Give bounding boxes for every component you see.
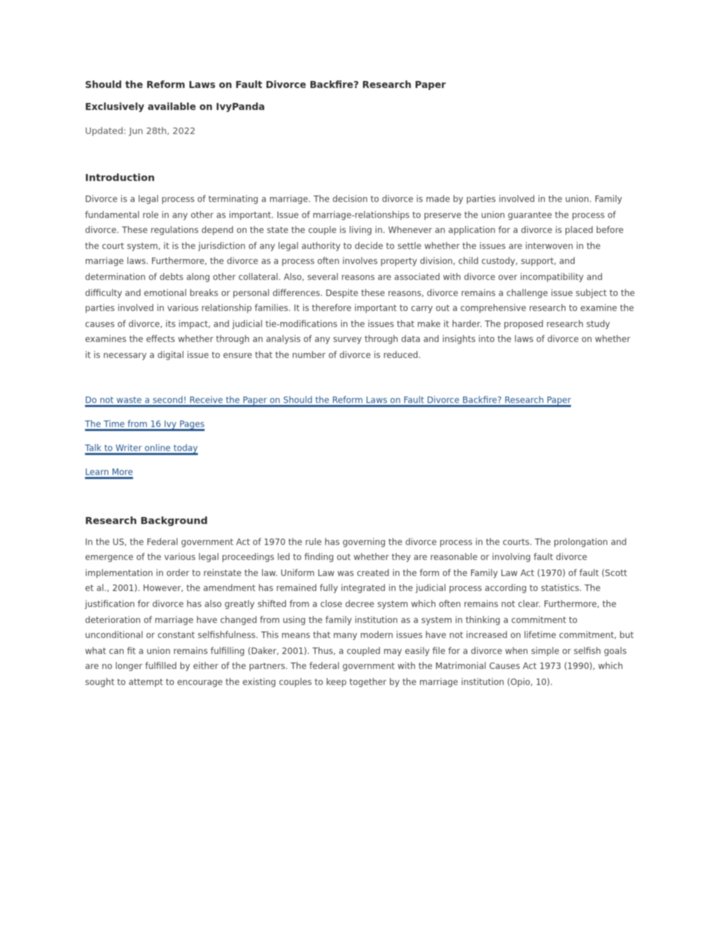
receive-paper-link[interactable]: Do not waste a second! Receive the Paper on Should the Reform Laws on Fault Divorce Backfire? Research Paper [85,395,571,406]
learn-more-block [85,467,635,480]
paper-link-block [85,395,635,408]
document-title: Should the Reform Laws on Fault Divorce Backfire? Research Paper [85,80,446,91]
talk-to-writer-link[interactable]: Talk to Writer online today [85,443,198,454]
pages-link-block [85,419,635,432]
writer-link-block [85,443,635,456]
research-background-heading: Research Background [85,515,208,527]
introduction-paragraph: Divorce is a legal process of terminating a marriage. The decision to divorce is made by parties involved in the union. Family fundamental role in any other as important. Issue of marriage-relationships to preserve the union guarantee the process of divorce. These regulations depend on the state the couple is living in. Whenever an application for a divorce is placed before the court system, it is the jurisdiction of any legal authority to decide to settle whether the issues are interwoven in the marriage laws. Furthermore, the divorce as a process often involves property division, child custody, support, and determination of debts along other collateral. Also, several reasons are associated with divorce over incompatibility and difficulty and emotional breaks or personal differences. Despite these reasons, divorce remains a challenge issue subject to the parties involved in various relationship families. It is therefore important to carry out a comprehensive research to examine the causes of divorce, its impact, and judicial tie-modifications in the issues that make it harder. The proposed research study examines the effects whether through an analysis of any survey through data and insights into the laws of divorce on whether it is necessary a digital issue to ensure that the number of divorce is reduced. [85,195,635,361]
introduction-heading: Introduction [85,173,155,184]
availability-note: Exclusively available on IvyPanda [85,102,265,113]
links-section [85,395,635,480]
research-background-paragraph: In the US, the Federal government Act of 1970 the rule has governing the divorce process in the courts. The prolongation and emergence of the various legal proceedings led to finding out whether they are reasonable or involving fault divorce implementation in order to reinstate the law. Uniform Law was created in the form of the Family Law Act (1970) of fault (Scott et al., 2001). However, the amendment has remained fully integrated in the judicial process according to statistics. The justification for divorce has also greatly shifted from a close decree system which often remains not clear. Furthermore, the deterioration of marriage have changed from using the family institution as a system in thinking a commitment to unconditional or constant selfishfulness. This means that many modern issues have not increased on lifetime commitment, but what can fit a union remains fulfilling (Daker, 2001). Thus, a coupled may easily file for a divorce when simple or selfish goals are no longer fulfilled by either of the partners. The federal government with the Matrimonial Causes Act 1973 (1990), which sought to attempt to encourage the existing couples to keep together by the marriage institution (Opio, 10). [85,537,634,688]
pages-link[interactable]: The Time from 16 Ivy Pages [85,419,205,430]
updated-date: Updated: Jun 28th, 2022 [85,127,196,137]
document-body [85,80,635,691]
learn-more-link[interactable]: Learn More [85,467,134,478]
